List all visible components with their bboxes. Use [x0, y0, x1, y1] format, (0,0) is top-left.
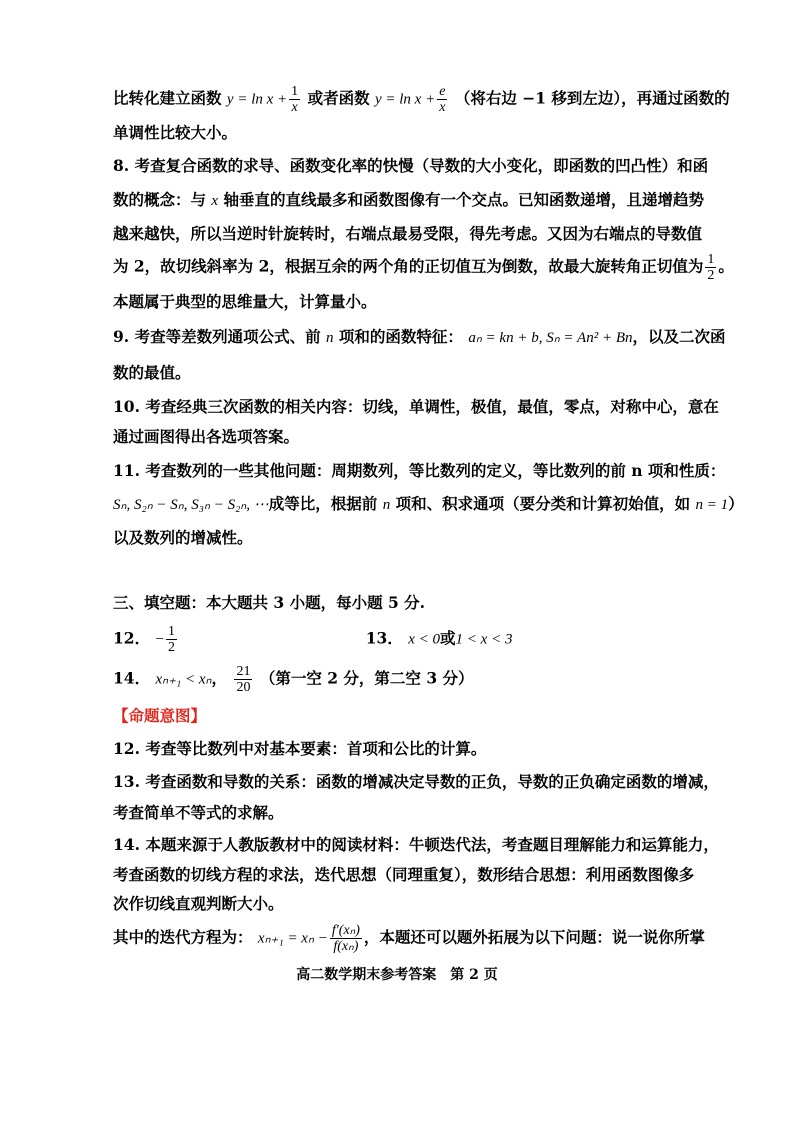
fraction — [437, 84, 447, 115]
variable-x: x — [211, 193, 219, 209]
answer-14 — [113, 664, 694, 695]
line-9: 数的最值。 — [113, 363, 191, 382]
line-2: 单调性比较大小。 — [113, 123, 238, 142]
answer-13-part-b: 1 < x < 3 — [455, 631, 513, 648]
answer-14-fraction — [234, 664, 252, 695]
text: 。 — [718, 256, 734, 276]
line-6 — [113, 252, 734, 283]
scoring-note: （第一空 2 分，第二空 3 分） — [259, 668, 474, 688]
fraction — [330, 923, 362, 954]
line-7: 本题属于典型的思维量大，计算量小。 — [113, 292, 377, 311]
numerator: e — [439, 84, 446, 99]
text: 其中的迭代方程为： — [113, 927, 253, 947]
line-5: 越来越快，所以当逆时针旋转时，右端点最易受限，得先考虑。又因为右端点的导数值 — [113, 224, 703, 243]
text: （将右边 −1 移到左边），再通过函数的 — [454, 88, 730, 108]
text: 或 — [440, 628, 456, 648]
line-8 — [113, 326, 726, 349]
text: ， — [211, 668, 228, 688]
text: 9. 考查等差数列通项公式、前 — [113, 327, 321, 346]
line-1 — [113, 84, 730, 115]
variable-n: n — [326, 330, 334, 346]
numerator: 1 — [707, 252, 715, 267]
text: 为 2，故切线斜率为 2，根据互余的两个角的正切值互为倒数，故最大旋转角正切值为 — [113, 256, 704, 276]
formula-newton-iteration: xₙ₊₁ = xₙ − — [257, 930, 328, 947]
answer-14-part-a: xₙ₊₁ < xₙ — [155, 671, 212, 688]
line-14: 以及数列的增减性。 — [113, 528, 253, 547]
section-heading: 三、填空题：本大题共 3 小题，每小题 5 分. — [113, 593, 426, 612]
answer-12-sign: − — [155, 631, 164, 648]
formula-ln-x-plus-e-over-x: y = ln x + — [374, 91, 436, 108]
line-21: 考查简单不等式的求解。 — [113, 803, 284, 822]
line-20: 13. 考查函数和导数的关系：函数的增减决定导数的正负，导数的正负确定函数的增减， — [113, 772, 719, 791]
answer-13-part-a: x < 0 — [408, 631, 441, 648]
denominator: 2 — [167, 640, 175, 655]
formula-ln-x-plus-1-over-x: y = ln x + — [226, 91, 288, 108]
fraction-one-half — [705, 252, 716, 283]
line-24: 次作切线直观判断大小。 — [113, 894, 284, 913]
page-footer: 高二数学期末参考答案 第 2 页 — [296, 967, 498, 983]
line-22: 14. 本题来源于人教版教材中的阅读材料：牛顿迭代法，考查题目理解能力和运算能力， — [113, 835, 719, 854]
text: 或者函数 — [307, 88, 370, 108]
answers-12-13 — [113, 624, 694, 655]
denominator: 20 — [236, 680, 251, 695]
line-3: 8. 考查复合函数的求导、函数变化率的快慢（导数的大小变化，即函数的凹凸性）和函 — [113, 156, 709, 175]
line-23: 考查函数的切线方程的求法，迭代思想（同理重复），数形结合思想：利用函数图像多 — [113, 865, 695, 884]
text: 比转化建立函数 — [113, 88, 222, 108]
formula-partial-sums: Sₙ, S₂ₙ − Sₙ, S₃ₙ − S₂ₙ, ⋯ — [113, 497, 269, 513]
text: 轴垂直的直线最多和函数图像有一个交点。已知函数递增，且递增趋势 — [223, 190, 705, 209]
variable-n: n — [382, 497, 391, 513]
line-12: 11. 考查数列的一些其他问题：周期数列，等比数列的定义，等比数列的前 n 项和性质： — [113, 461, 726, 480]
line-11: 通过画图得出各选项答案。 — [113, 427, 300, 446]
text: ，以及二次函 — [632, 327, 726, 346]
line-25 — [113, 923, 705, 954]
denominator: 2 — [707, 268, 715, 283]
fraction — [289, 84, 300, 115]
question-number-14: 14． — [113, 668, 151, 688]
text: 项和、积求通项（要分类和计算初始值，如 — [395, 494, 691, 513]
formula-arithmetic-sequence: aₙ = kn + b, Sₙ = An² + Bn — [468, 330, 633, 346]
text: ） — [728, 494, 744, 513]
numerator: 21 — [236, 664, 251, 679]
denominator: x — [439, 100, 446, 115]
text: ，本题还可以题外拓展为以下问题：说一说你所掌 — [363, 927, 705, 947]
line-19: 12. 考查等比数列中对基本要素：首项和公比的计算。 — [113, 739, 487, 758]
denominator: x — [291, 100, 298, 115]
intent-heading: 【命题意图】 — [113, 706, 207, 725]
line-4 — [113, 189, 705, 212]
numerator: 1 — [167, 624, 175, 639]
denominator: f(xₙ) — [333, 939, 359, 954]
question-number-13: 13． — [365, 628, 403, 648]
numerator: f′(xₙ) — [331, 923, 360, 938]
text: 项和的函数特征： — [338, 327, 463, 346]
text: 成等比，根据前 — [268, 494, 378, 513]
text: 数的概念：与 — [113, 190, 207, 209]
answer-12-fraction — [166, 624, 177, 655]
numerator: 1 — [291, 84, 299, 99]
question-number-12: 12． — [113, 628, 151, 648]
line-13 — [113, 493, 744, 516]
line-10: 10. 考查经典三次函数的相关内容：切线，单调性，极值，最值，零点，对称中心，意在 — [113, 397, 719, 416]
formula-n-equals-1: n = 1 — [695, 497, 729, 513]
